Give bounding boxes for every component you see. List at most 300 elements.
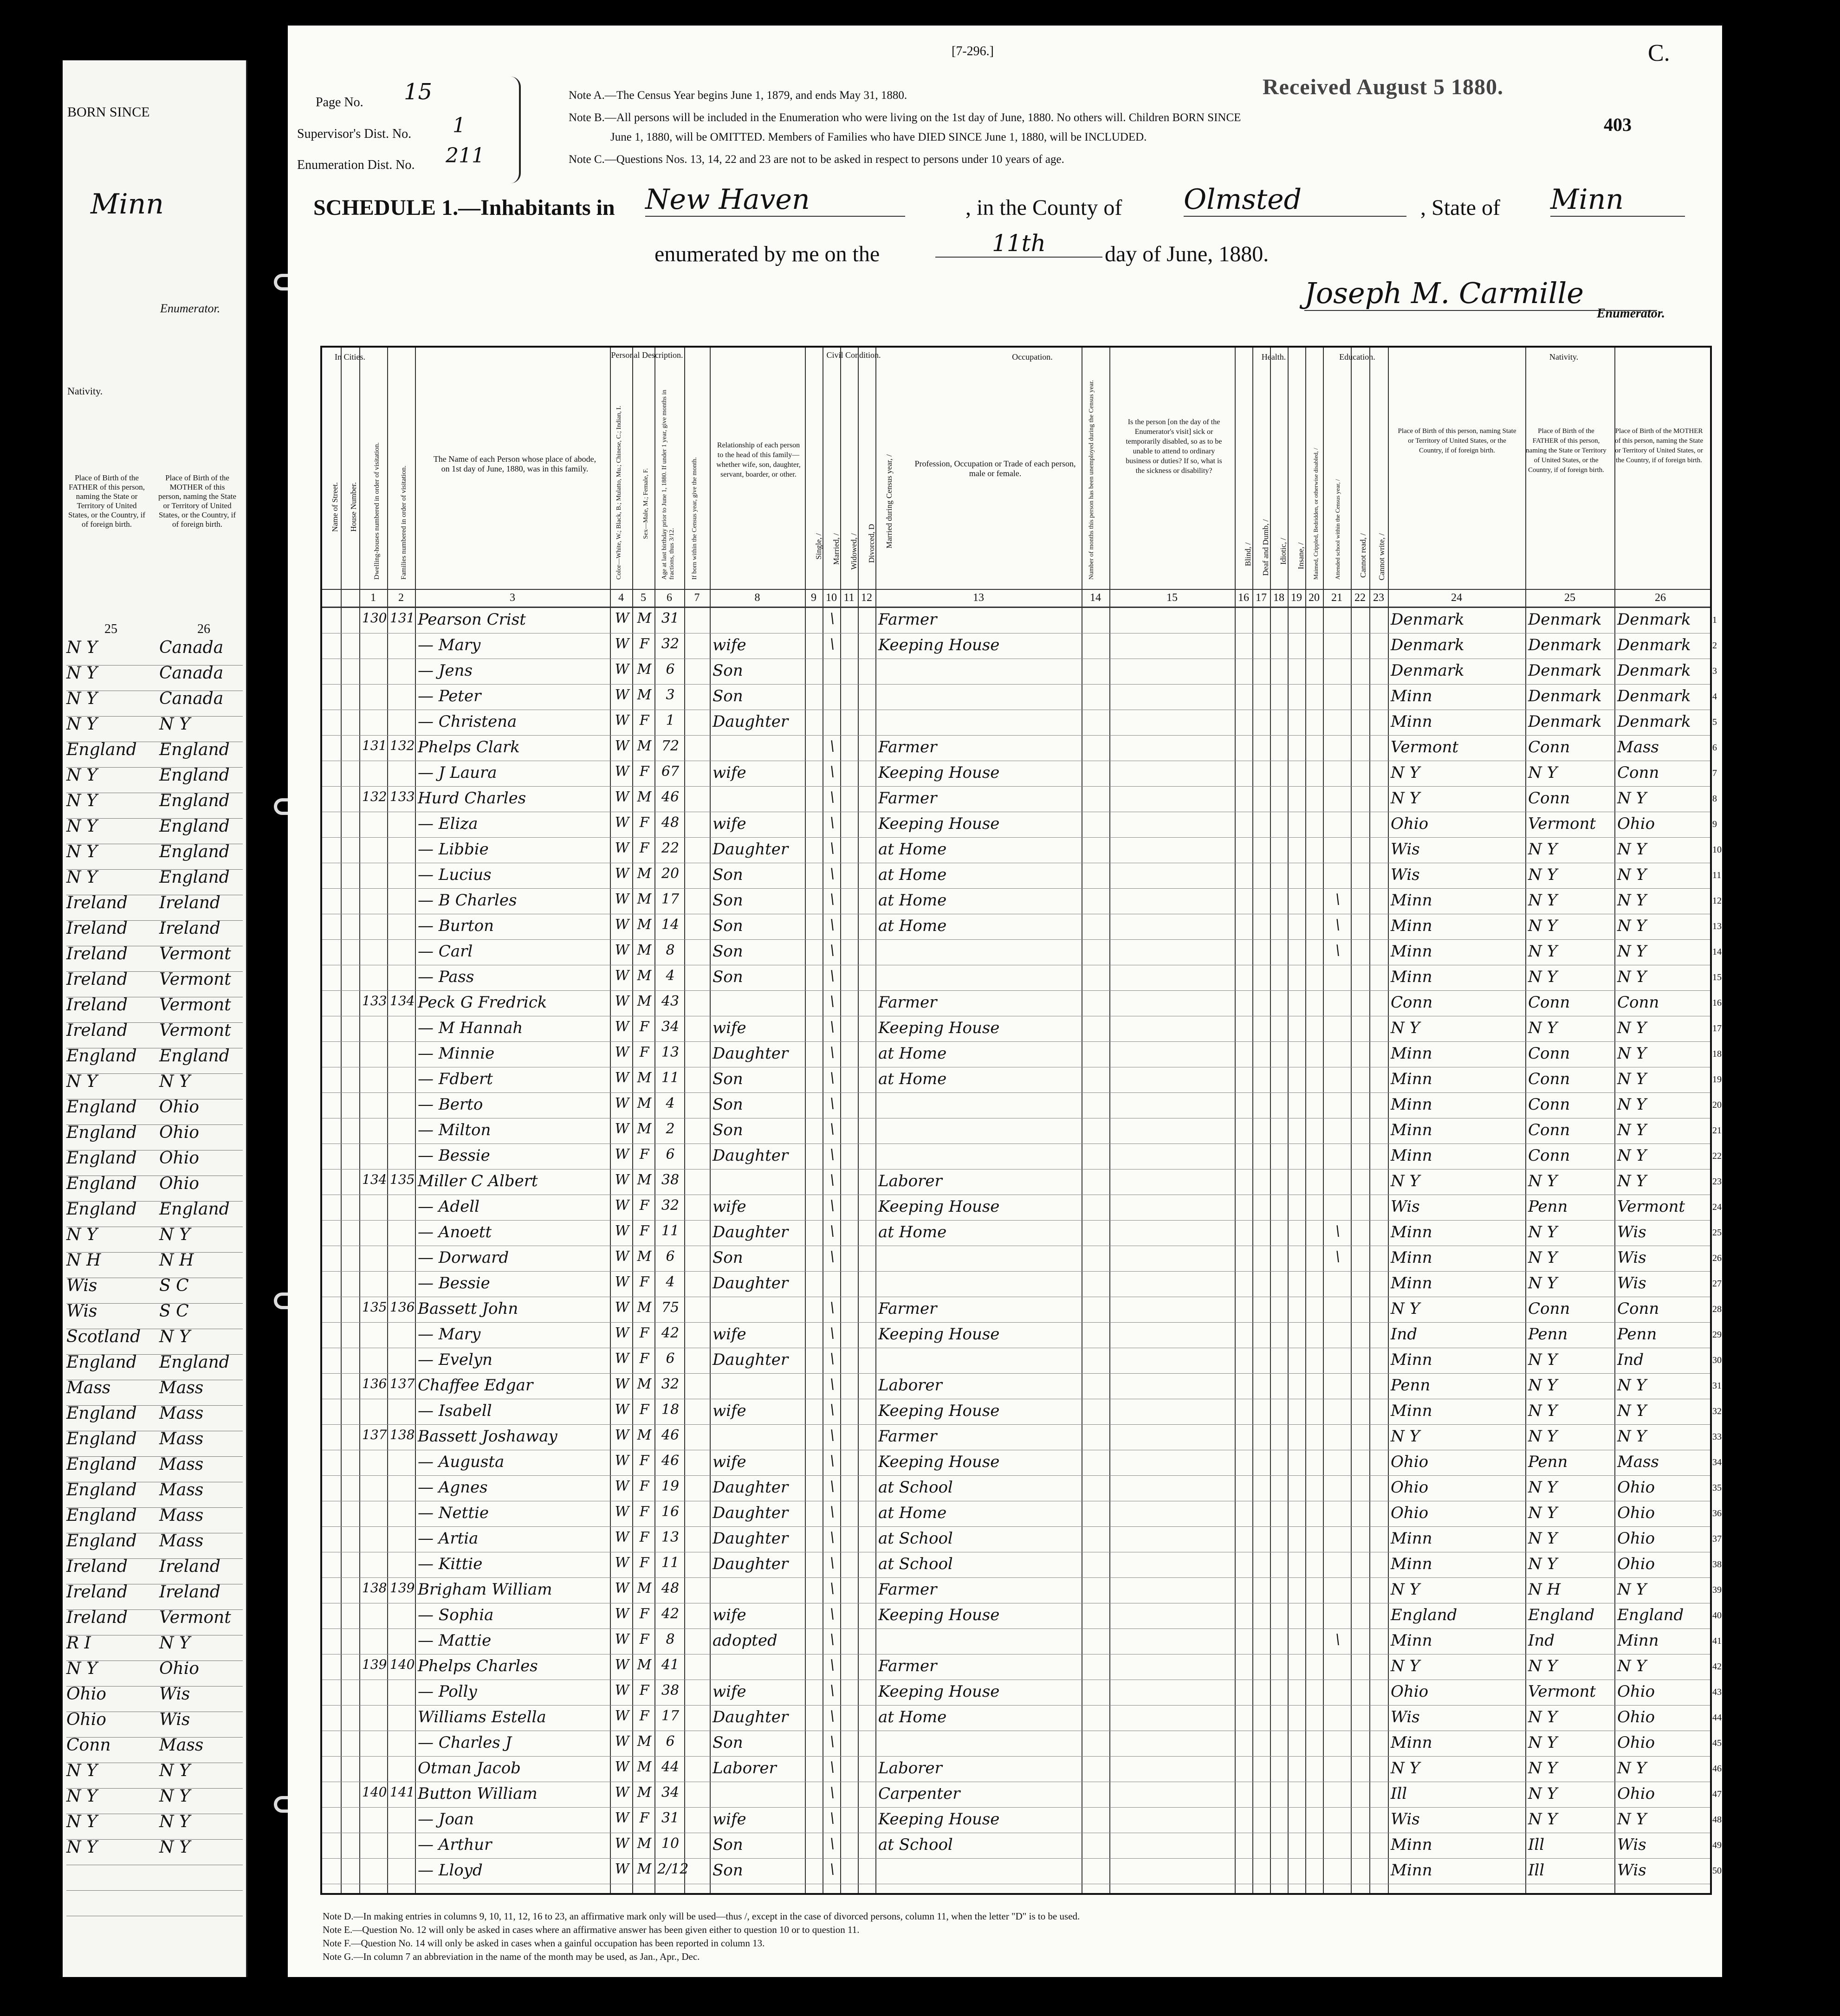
- left-col-25: 25: [104, 622, 117, 636]
- occupation: Keeping House: [878, 1325, 1000, 1344]
- census-row: [322, 1016, 1722, 1042]
- head-mother: Place of Birth of the MOTHER of this person, naming the State or Territory of United States, or the Country, if of foreign birth.: [1615, 427, 1703, 464]
- mother-birthplace: N Y: [1617, 1376, 1647, 1395]
- left-mother-birthplace: S C: [159, 1276, 189, 1295]
- enumerator-label: Enumerator.: [1597, 306, 1665, 321]
- census-row: [322, 914, 1722, 940]
- left-row: [66, 1455, 243, 1482]
- left-mother-birthplace: Canada: [159, 638, 224, 657]
- married-mark: \: [829, 1759, 835, 1775]
- color: W: [615, 1299, 629, 1316]
- mother-birthplace: N Y: [1617, 917, 1647, 935]
- occupation: Keeping House: [878, 1810, 1000, 1829]
- father-birthplace: Ill: [1528, 1861, 1545, 1880]
- mother-birthplace: N Y: [1617, 1580, 1647, 1599]
- head-unemployed: Number of months this person has been unemployed during the Census year.: [1088, 380, 1095, 580]
- row-number: 9: [1712, 819, 1717, 829]
- left-father-birthplace: England: [66, 1531, 137, 1551]
- person-name: Brigham William: [418, 1580, 552, 1599]
- school-mark: \: [1335, 1631, 1341, 1648]
- married-mark: \: [829, 1070, 835, 1086]
- married-mark: \: [829, 1453, 835, 1469]
- family-number: 137: [390, 1376, 415, 1391]
- person-name: — Nettie: [418, 1504, 489, 1522]
- father-birthplace: Conn: [1528, 1070, 1570, 1088]
- occupation: Keeping House: [878, 1402, 1000, 1420]
- left-row: [66, 1302, 243, 1329]
- left-father-birthplace: Ireland: [66, 1583, 128, 1602]
- row-number: 6: [1712, 743, 1717, 753]
- left-father-birthplace: N Y: [66, 1761, 97, 1780]
- left-row: [66, 1838, 243, 1865]
- column-number: 1: [370, 592, 376, 604]
- sex: F: [639, 1223, 649, 1239]
- head-single: Single, /: [814, 533, 823, 560]
- left-mother-birthplace: Ireland: [159, 1557, 220, 1576]
- sex: M: [637, 891, 652, 907]
- married-mark: \: [829, 1248, 835, 1265]
- row-number: 14: [1712, 947, 1722, 957]
- mother-birthplace: Denmark: [1617, 610, 1691, 629]
- color: W: [615, 636, 629, 652]
- column-number: 24: [1451, 592, 1462, 604]
- sex: M: [637, 1248, 652, 1265]
- row-number: 3: [1712, 666, 1717, 676]
- father-birthplace: Conn: [1528, 1299, 1570, 1318]
- sex: F: [639, 1044, 649, 1060]
- left-mother-birthplace: Ireland: [159, 893, 220, 912]
- census-row: [322, 1552, 1722, 1578]
- dwelling-number: 135: [362, 1299, 387, 1315]
- age: 22: [661, 840, 680, 856]
- occupation: Farmer: [878, 789, 937, 808]
- color: W: [615, 738, 629, 754]
- sex: M: [637, 1657, 652, 1673]
- occupation: at Home: [878, 866, 947, 884]
- age: 46: [661, 1427, 680, 1443]
- age: 6: [666, 1248, 675, 1265]
- sex: M: [637, 610, 652, 627]
- left-row: [66, 1710, 243, 1738]
- dwelling-number: 136: [362, 1376, 387, 1391]
- sex: F: [639, 636, 649, 652]
- birthplace: England: [1391, 1606, 1458, 1624]
- left-mother-birthplace: England: [159, 1200, 230, 1219]
- age: 17: [661, 1708, 680, 1724]
- married-mark: \: [829, 1044, 835, 1060]
- relationship: Daughter: [713, 1146, 789, 1165]
- born-since-fragment: BORN SINCE: [67, 104, 150, 120]
- father-birthplace: N Y: [1528, 1810, 1558, 1829]
- color: W: [615, 1248, 629, 1265]
- relationship: Daughter: [713, 712, 789, 731]
- column-number: 7: [694, 592, 700, 604]
- left-row: [66, 1761, 243, 1789]
- left-mother-birthplace: Mass: [159, 1736, 204, 1755]
- left-mother-birthplace: S C: [159, 1302, 189, 1321]
- row-number: 22: [1712, 1151, 1722, 1161]
- color: W: [615, 1631, 629, 1648]
- color: W: [615, 1453, 629, 1469]
- left-father-birthplace: Ohio: [66, 1685, 106, 1704]
- age: 6: [666, 1350, 675, 1367]
- married-mark: \: [829, 1019, 835, 1035]
- married-mark: \: [829, 840, 835, 856]
- married-mark: \: [829, 789, 835, 805]
- left-father-birthplace: Ireland: [66, 919, 128, 938]
- age: 38: [661, 1682, 680, 1699]
- left-row: [66, 1327, 243, 1355]
- census-row: [322, 1654, 1722, 1680]
- father-birthplace: Penn: [1528, 1197, 1568, 1216]
- head-idiotic: Idiotic, /: [1279, 538, 1288, 565]
- occupation: at Home: [878, 891, 947, 910]
- married-mark: \: [829, 814, 835, 831]
- person-name: — Milton: [418, 1121, 491, 1139]
- person-name: — Agnes: [418, 1478, 488, 1497]
- head-relationship: Relationship of each person to the head of this family—whether wife, son, daughter, servant, boarder, or other.: [716, 441, 801, 478]
- occupation: at School: [878, 1835, 953, 1854]
- mother-birthplace: N Y: [1617, 1427, 1647, 1446]
- left-row: [66, 1021, 243, 1048]
- occupation: at Home: [878, 1044, 947, 1063]
- married-mark: \: [829, 1784, 835, 1801]
- color: W: [615, 1197, 629, 1214]
- head-divorced: Divorced, D: [867, 524, 876, 563]
- mother-birthplace: Wis: [1617, 1248, 1646, 1267]
- birthplace: Minn: [1391, 1146, 1432, 1165]
- mother-birthplace: Ohio: [1617, 1784, 1655, 1803]
- head-occupation: Profession, Occupation or Trade of each person, male or female.: [914, 459, 1076, 478]
- column-number: 19: [1291, 592, 1302, 604]
- birthplace: Minn: [1391, 917, 1432, 935]
- dwelling-number: 138: [362, 1580, 387, 1596]
- left-mother-birthplace: N Y: [159, 1634, 190, 1653]
- relationship: Daughter: [713, 1529, 789, 1548]
- father-birthplace: Conn: [1528, 789, 1570, 808]
- birthplace: Conn: [1391, 993, 1433, 1012]
- school-mark: \: [1335, 917, 1341, 933]
- age: 4: [666, 968, 675, 984]
- census-row: [322, 939, 1722, 965]
- left-row: [66, 1098, 243, 1125]
- person-name: — Peter: [418, 687, 481, 705]
- relationship: Son: [713, 1070, 743, 1088]
- left-mother-birthplace: Canada: [159, 689, 224, 708]
- head-write: Cannot write, /: [1377, 533, 1386, 581]
- married-mark: \: [829, 1631, 835, 1648]
- dwelling-number: 134: [362, 1172, 387, 1187]
- married-mark: \: [829, 1580, 835, 1596]
- relationship: Daughter: [713, 1555, 789, 1573]
- father-birthplace: Vermont: [1528, 814, 1596, 833]
- married-mark: \: [829, 968, 835, 984]
- age: 2: [666, 1121, 675, 1137]
- married-mark: \: [829, 1504, 835, 1520]
- census-row: [322, 1067, 1722, 1093]
- left-father-birthplace: England: [66, 740, 137, 759]
- occupation: Farmer: [878, 738, 937, 756]
- census-row: [322, 1399, 1722, 1425]
- married-mark: \: [829, 1402, 835, 1418]
- column-number: 4: [618, 592, 624, 604]
- census-row: [322, 965, 1722, 991]
- relationship: wife: [713, 1325, 746, 1344]
- page-no-label: Page No.: [316, 95, 363, 110]
- color: W: [615, 712, 629, 729]
- left-row: [66, 689, 243, 717]
- father-birthplace: N Y: [1528, 1759, 1558, 1777]
- row-number: 40: [1712, 1610, 1722, 1621]
- note-b-line2: June 1, 1880, will be OMITTED. Members of Families who have DIED SINCE June 1, 1880, will be INCLUDED.: [610, 131, 1147, 143]
- county-label: , in the County of: [965, 195, 1122, 220]
- father-birthplace: Conn: [1528, 993, 1570, 1012]
- age: 38: [661, 1172, 680, 1188]
- mother-birthplace: Ohio: [1617, 1682, 1655, 1701]
- color: W: [615, 1733, 629, 1750]
- age: 20: [661, 866, 680, 882]
- left-row: [66, 1531, 243, 1559]
- left-row: [66, 1787, 243, 1814]
- left-mother-birthplace: N Y: [159, 1838, 190, 1857]
- age: 6: [666, 1733, 675, 1750]
- family-number: 135: [390, 1172, 415, 1187]
- left-mother-birthplace: N Y: [159, 1225, 190, 1244]
- census-row: [322, 1807, 1722, 1833]
- person-name: — Bessie: [418, 1146, 490, 1165]
- left-father-birthplace: N Y: [66, 868, 97, 887]
- left-mother-birthplace: Ohio: [159, 1149, 199, 1168]
- age: 46: [661, 1453, 680, 1469]
- age: 8: [666, 1631, 675, 1648]
- father-birthplace: N Y: [1528, 1376, 1558, 1395]
- color: W: [615, 1121, 629, 1137]
- mother-birthplace: Ohio: [1617, 1733, 1655, 1752]
- left-mother-birthplace: N Y: [159, 1327, 190, 1346]
- mother-birthplace: N Y: [1617, 891, 1647, 910]
- form-number: [7-296.]: [952, 44, 994, 58]
- footer-notes: [323, 1910, 1669, 1964]
- left-row: [66, 1608, 243, 1635]
- supervisor-label: Supervisor's Dist. No.: [297, 127, 412, 141]
- color: W: [615, 866, 629, 882]
- father-birthplace: Denmark: [1528, 610, 1602, 629]
- left-mother-birthplace: Ireland: [159, 1583, 220, 1602]
- left-mother-birthplace: Ohio: [159, 1659, 199, 1678]
- birthplace: N Y: [1391, 789, 1420, 808]
- father-birthplace: N Y: [1528, 1427, 1558, 1446]
- mother-birthplace: England: [1617, 1606, 1684, 1624]
- color: W: [615, 1478, 629, 1494]
- left-father-birthplace: N H: [66, 1251, 101, 1270]
- row-number: 32: [1712, 1406, 1722, 1416]
- age: 10: [661, 1835, 680, 1852]
- row-number: 43: [1712, 1687, 1722, 1697]
- relationship: wife: [713, 1019, 746, 1037]
- left-row: [66, 1889, 243, 1916]
- married-mark: \: [829, 1555, 835, 1571]
- age: 4: [666, 1095, 675, 1111]
- birthplace: N Y: [1391, 1759, 1420, 1777]
- person-name: — M Hannah: [418, 1019, 523, 1037]
- county-name: Olmsted: [1184, 183, 1406, 217]
- mother-birthplace: Conn: [1617, 993, 1659, 1012]
- left-father-birthplace: Ireland: [66, 944, 128, 963]
- census-row: [322, 710, 1717, 736]
- father-birthplace: N Y: [1528, 763, 1558, 782]
- person-name: — Augusta: [418, 1453, 505, 1471]
- left-father-birthplace: N Y: [66, 689, 97, 708]
- left-row: [66, 1149, 243, 1176]
- row-number: 20: [1712, 1100, 1722, 1110]
- dwelling-number: 130: [362, 610, 387, 626]
- age: 18: [661, 1402, 680, 1418]
- mother-birthplace: N Y: [1617, 1121, 1647, 1139]
- father-birthplace: Conn: [1528, 1121, 1570, 1139]
- note-b-line1: Note B.—All persons will be included in the Enumeration who were living on the 1st day of June, 1880. No others will. Children BORN SINCE: [569, 111, 1241, 124]
- head-school: Attended school within the Census year, /: [1334, 479, 1341, 580]
- birthplace: Ohio: [1391, 1478, 1429, 1497]
- married-mark: \: [829, 1121, 835, 1137]
- sex: M: [637, 789, 652, 805]
- married-mark: \: [829, 1095, 835, 1111]
- color: W: [615, 687, 629, 703]
- left-father-birthplace: England: [66, 1098, 137, 1117]
- color: W: [615, 942, 629, 958]
- married-mark: \: [829, 993, 835, 1009]
- father-birthplace: N Y: [1528, 1248, 1558, 1267]
- school-mark: \: [1335, 891, 1341, 907]
- sex: M: [637, 1784, 652, 1801]
- left-row: [66, 1353, 243, 1380]
- person-name: — Anoett: [418, 1223, 492, 1241]
- birthplace: Wis: [1391, 866, 1420, 884]
- left-father-birthplace: Scotland: [66, 1327, 141, 1346]
- color: W: [615, 814, 629, 831]
- left-row: [66, 995, 243, 1023]
- sex: F: [639, 1631, 649, 1648]
- census-row: [322, 1297, 1722, 1323]
- row-number: 33: [1712, 1432, 1722, 1442]
- mother-birthplace: N Y: [1617, 866, 1647, 884]
- birthplace: N Y: [1391, 763, 1420, 782]
- age: 2/12: [657, 1861, 689, 1877]
- mother-birthplace: N Y: [1617, 968, 1647, 986]
- row-number: 21: [1712, 1125, 1722, 1136]
- father-birthplace: Conn: [1528, 1095, 1570, 1114]
- left-mother-birthplace: Vermont: [159, 944, 231, 963]
- left-row: [66, 868, 243, 895]
- age: 19: [661, 1478, 680, 1494]
- married-mark: \: [829, 1427, 835, 1443]
- mother-birthplace: Denmark: [1617, 687, 1691, 705]
- mother-birthplace: N Y: [1617, 789, 1647, 808]
- person-name: Hurd Charles: [418, 789, 526, 808]
- mother-birthplace: Wis: [1617, 1861, 1646, 1880]
- left-row: [66, 1583, 243, 1610]
- father-birthplace: N Y: [1528, 1529, 1558, 1548]
- left-mother-birthplace: Vermont: [159, 995, 231, 1014]
- occupation: at Home: [878, 1223, 947, 1241]
- left-head-25: Place of Birth of the FATHER of this person, naming the State or Territory of United States, or the Country, if of foreign birth.: [68, 473, 146, 529]
- census-row: [322, 1348, 1722, 1374]
- age: 31: [661, 610, 680, 627]
- occupation: Keeping House: [878, 1019, 1000, 1037]
- dwelling-number: 131: [362, 738, 387, 753]
- dwelling-number: 139: [362, 1657, 387, 1672]
- mother-birthplace: Denmark: [1617, 712, 1691, 731]
- left-father-birthplace: N Y: [66, 664, 97, 683]
- head-house: House Number.: [349, 482, 358, 532]
- relationship: Son: [713, 866, 743, 884]
- birthplace: Minn: [1391, 1223, 1432, 1241]
- color: W: [615, 1861, 629, 1877]
- birthplace: Ohio: [1391, 814, 1429, 833]
- left-row: [66, 1174, 243, 1202]
- row-number: 17: [1712, 1023, 1722, 1034]
- row-number: 27: [1712, 1279, 1722, 1289]
- sex: M: [637, 1095, 652, 1111]
- person-name: — Fdbert: [418, 1070, 493, 1088]
- color: W: [615, 789, 629, 805]
- relationship: Daughter: [713, 1708, 789, 1726]
- sex: F: [639, 763, 649, 780]
- sex: M: [637, 1070, 652, 1086]
- father-birthplace: Denmark: [1528, 661, 1602, 680]
- occupation: Keeping House: [878, 1197, 1000, 1216]
- relationship: Son: [713, 917, 743, 935]
- father-birthplace: Conn: [1528, 1044, 1570, 1063]
- left-mother-birthplace: N Y: [159, 1072, 190, 1091]
- color: W: [615, 1529, 629, 1545]
- header-brace: [511, 77, 521, 183]
- married-mark: \: [829, 1861, 835, 1877]
- row-number: 41: [1712, 1636, 1722, 1646]
- age: 34: [661, 1019, 680, 1035]
- left-row: [66, 1659, 243, 1686]
- relationship: Son: [713, 1248, 743, 1267]
- father-birthplace: N Y: [1528, 840, 1558, 859]
- census-row: [322, 812, 1717, 838]
- left-row: [66, 1378, 243, 1406]
- left-mother-birthplace: England: [159, 817, 230, 836]
- sex: F: [639, 712, 649, 729]
- color: W: [615, 1044, 629, 1060]
- mother-birthplace: N Y: [1617, 1810, 1647, 1829]
- color: W: [615, 1784, 629, 1801]
- mother-birthplace: N Y: [1617, 840, 1647, 859]
- head-married: Married, /: [832, 533, 841, 565]
- head-father: Place of Birth of the FATHER of this person, naming the State or Territory of United States, or the Country, if of foreign birth.: [1526, 427, 1607, 474]
- relationship: Son: [713, 1095, 743, 1114]
- row-number: 31: [1712, 1381, 1722, 1391]
- occupation: at School: [878, 1529, 953, 1548]
- age: 4: [666, 1274, 675, 1290]
- person-name: — Evelyn: [418, 1350, 492, 1369]
- father-birthplace: N Y: [1528, 1708, 1558, 1726]
- left-mother-birthplace: Ireland: [159, 919, 220, 938]
- relationship: Daughter: [713, 1044, 789, 1063]
- census-row: [322, 990, 1722, 1016]
- age: 48: [661, 814, 680, 831]
- row-number: 28: [1712, 1304, 1722, 1314]
- married-mark: \: [829, 917, 835, 933]
- census-row: [322, 1271, 1722, 1297]
- sex: F: [639, 1019, 649, 1035]
- group-in-cities: In Cities.: [335, 352, 365, 362]
- married-mark: \: [829, 738, 835, 754]
- sex: F: [639, 1504, 649, 1520]
